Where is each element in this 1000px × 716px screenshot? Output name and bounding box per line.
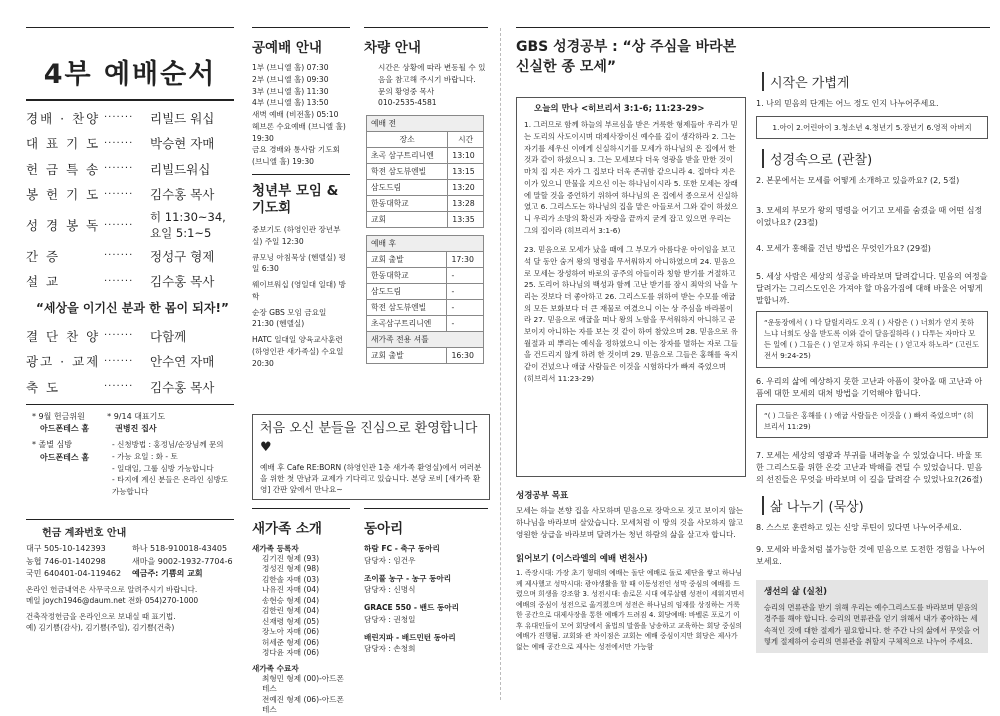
manna-box: 오늘의 만나 <히브리서 3:1-6; 11:23-29> 1. 그러므로 함께 하늘의 부르심을 받은 거룩한 형제들아 우리가 믿는 도리의 사도이시며 대제사장이신 예수를 깊이 생각하라 2. 그는 자기를 세우신 이에게 신실하시기를 모세가 하나님의 온 집에서 한 것과 같이 하셨으니 3. 그는 모세보다 더욱 영광을 받을 만한 것이 마치 집 지은 자가 그 집보다 더욱 존귀함 같으니라 4. 집마다 지은 이가 있으니 만물을 지으신 이는 하나님이시라 5. 또한 모세는 장래에 말할 것을 증언하기 위하여 하나님의 온 집에서 종으로서 신실하였고 6. 그리스도는 하나님의 집을 맡은 아들로서 그와 같이 하셨으니 우리가 소망의 확신과 자랑을 끝까지 굳게 잡고 있으면 우리는 그의 집이라 (히브리서 3:1-6) 23. 믿음으로 모세가 났을 때에 그 부모가 아름다운 아이임을 보고 석 달 동안 숨겨 왕의 명령을 무서워하지 아니하였으며 24. 믿음으로 모세는 장성하여 바로의 공주의 아들이라 칭함 받기를 거절하고 25. 도리어 하나님의 백성과 함께 고난 받기를 잠시 죄악의 낙을 누리는 것보다 더 좋아하고 26. 그리스도를 위하여 받는 수모를 애굽의 모든 보화보다 더 큰 재물로 여겼으니 이는 상 주심을 바라봄이라 27. 믿음으로 애굽을 떠나 왕의 노함을 무서워하지 아니하고 곧 보이지 아니하는 자를 보는 것 같이 하여 참았으며 28. 믿음으로 유월절과 피 뿌리는 예식을 정하였으니 이는 장자를 멸하는 자로 그들을 건드리지 않게 하려 한 것이며 29. 믿음으로 그들은 홍해를 육지 같이 건넜으나 애굽 사람들은 이것을 시험하다가 빠져 죽었으며 (히브리서 11:23-29) (516, 97, 746, 477)
divider (26, 27, 234, 28)
goal-title: 성경공부 목표 (516, 491, 569, 501)
sermon-title: “세상을 이기신 분과 한 몸이 되자!” (36, 301, 229, 315)
questions-column: 시작은 가볍게 1. 나의 믿음의 단계는 어느 정도 인지 나누어주세요. 1.아이 2.어린아이 3.청소년 4.청년기 5.장년기 6.영적 아버지 성경속으로 (관찰) 2. 본문에서는 모세를 어떻게 소개하고 있을까요? (2, 5절) 3. 모세의 부모가 왕의 명령을 어기고 모세를 숨겼을 때 어떤 심정이었나요? (23절) 4. 모세가 홍해를 건넌 방법은 무엇인가요? (29절) 5. 세상 사람은 세상의 성공을 바라보며 달려갑니다. 믿음의 여정을 달려가는 그리스도인은 가져야 할 마음가짐에 대해 바울은 어떻게 말합니까. “운동장에서 ( ) 다 달릴지라도 오직 ( ) 사람은 ( ) 너희가 얻지 못하느냐 너희도 상을 받도록 이와 같이 달음질하라 ( ) 다투는 자마다 모든 일에 ( ) 그들은 ( ) 얻고자 하되 우리는 ( ) 얻고자 하노라” (고린도전서 9:24-25) 6. 우리의 삶에 예상하지 못한 고난과 아픔이 찾아올 때 고난과 아픔에 대한 모세의 대처 방법을 기억해야 합니다. “( ) 그들은 홍해를 ( ) 애굽 사람들은 이것을 ( ) 빠져 죽었으며” (히브리서 11:29) 7. 모세는 세상의 영광과 부귀를 내려놓을 수 있었습니다. 바울 또한 그리스도를 위한 온갖 고난과 박해를 견딜 수 있었습니다. 믿음의 선진들은 무엇을 바라보며 이 길을 달려갈 수 있었나요?(26절) 삶 나누기 (묵상) 8. 스스로 훈련하고 있는 신앙 루틴이 있다면 나누어주세요. 9. 모세와 바울처럼 불가능한 것에 믿음으로 도전한 경험을 나누어 보세요. 생선의 삶 (실천) 승리의 면류관을 받기 위해 우리는 예수그리스도를 바라보며 믿음의 경주를 해야 합니다. 승리의 면류관을 얻기 위해서 내가 좋아하는 세속적인 것에 대한 절제가 필요합니다. 한 주간 나의 삶에서 무엇을 어떻게 절제하여 승리의 면류관을 취할지 구체적으로 나누어 주세요. (756, 0, 988, 710)
section-title: 공예배 안내 (252, 40, 322, 56)
notices: * 9월 헌금위원 아드폰테스 홈 * 9/14 대표기도 권병진 집사 (32, 411, 166, 433)
bank-title: 헌금 계좌번호 안내 (42, 528, 127, 540)
order-list: 경배 · 찬양 ······· 리빌드 워십 대 표 기 도 ······· 박승현 자매 헌 금 특 송 ······· 리빌드워십 봉 헌 기 도 ······· 김수홍 목사 성 경 봉 독 ······· 히 11:30~34, 요일 5:1~5 간 증 ······· 정성구 형제 설 교 ······· 김수홍 목사 “세상을 이기신 분과 한 몸이 되자!” 결 단 찬 양 ······· 다함께 광고 · 교제 ······· 안수연 자매 축 도 ······· 김수홍 목사 (26, 105, 234, 400)
transport-table-before: 예배 전 장소 시간 초곡 삼구트리니엔 13:10 학전 삼도뷰엔빌 13:15 삼도드림 13:20 한동대학교 13:28 교회 13:35 (366, 115, 484, 228)
divider (252, 27, 350, 28)
goal-text: 모세는 하늘 본향 집을 사모하며 믿음으로 장막으로 짓고 보이지 않는 하나님을 바라보며 살았습니다. 모세처럼 이 땅의 것을 사모하지 않고 영원한 상급을 바라보며 달려가는 청년 하람의 삶을 살고자 합니다. (516, 506, 744, 539)
divider (364, 27, 488, 28)
worship-list: 1부 (브니엘 홀) 07:30 2부 (브니엘 홀) 09:30 3부 (브니엘 홀) 11:30 4부 (브니엘 홀) 13:50 새벽 예배 (비전홀) 05:10 헤브론 수요예배 (브니엘 홀) 19:30 금요 경배와 통사람 기도회 (브니엘 홀) 19:30 (252, 63, 346, 167)
newcomer-list: 김기진 형제 (93) 정성진 형제 (98) 김한솔 자매 (03) 나유진 자매 (04) 송현승 형제 (04) 김한린 형제 (04) 신재령 형제 (05) 장노아 자매 (06) 허세준 형제 (06) 정다윤 자매 (06) (262, 554, 320, 658)
practice-box: 생선의 삶 (실천) 승리의 면류관을 받기 위해 우리는 예수그리스도를 바라보며 믿음의 경주를 해야 합니다. 승리의 면류관을 얻기 위해서 내가 좋아하는 세속적인 것에 대한 절제가 필요합니다. 한 주간 나의 삶에서 무엇을 어떻게 절제하여 승리의 면류관을 취할지 구체적으로 나누어 주세요. (756, 580, 988, 653)
divider (26, 404, 234, 405)
bank-note: 온라인 헌금내역은 사무국으로 알려주시기 바랍니다. 메일 joych1946@daum.net 전화 054)270-1000 건축작정헌금을 온라인으로 보내실 때 표기법. 예) 김기쁨(감사), 김기쁨(주일), 김기쁨(건축) (26, 584, 199, 633)
worship-order-column (26, 0, 234, 710)
youth-list: 중보기도 (하영인관 장년부실) 주일 12:30 큐모닝 아침묵상 (헨델실) 평일 6:30 웨이브워십 (영일대 일대) 방학 순장 GBS 모임 금요일 21:30 (헨델실) HATC 일대일 양육교사훈련 (하영인관 새가족실) 수요일 20:30 (252, 224, 346, 368)
divider (252, 174, 350, 175)
section-title: 삶 나누기 (묵상) (762, 496, 988, 515)
reading-title: 읽어보기 (이스라엘의 예배 변천사) (516, 554, 648, 565)
fill-blank-box: “( ) 그들은 홍해를 ( ) 애굽 사람들은 이것을 ( ) 빠져 죽었으며” (히브리서 11:29) (756, 404, 988, 438)
transport-info: 시간은 상황에 따라 변동될 수 있음을 참고해 주시기 바랍니다. 문의 황영중 목사 010-2535-4581 (378, 63, 486, 108)
reading-text: 1. 족장시대: 가장 초기 형태의 예배는 돌단 예배로 돌로 제단을 쌓고 하나님께 제사했고 성막시대: 광야생활을 할 때 이동성전인 성막 중심의 예배를 드렸으며 희생을 강조함 3. 성전시대: 솔로몬 시대 예루살렘 성전이 세워지면서 예배의 중심이 성전으로 옮겨졌으며 성전은 하나님의 임재를 상징하는 거룩한 공간으로 대제사장을 통한 예배가 드려짐 4. 회당예배: 바벨론 포로기 이후 유대인들이 모여 회당에서 율법의 말씀을 낭송하고 교육하는 회당 중심의 예배가 진행됨. 교회와 관 차이점은 교회는 예배 중심이지만 회당은 제사가 없는 예배 공간으로 제사는 성전에서만 가능함 (516, 569, 745, 651)
transport-table-after: 예배 후 교회 출발 17:30 한동대학교 - 삼도드림 - 학전 삼도뷰엔빌 - 초곡삼구트리니엔 - 새가족 전용 셔틀 교회 출발 16:30 (366, 235, 484, 364)
page-title: 4부 예배순서 (43, 59, 217, 90)
welcome-title: 처음 오신 분들을 진심으로 환영합니다 ♥ (260, 421, 478, 455)
bible-study-column (516, 0, 746, 710)
divider (26, 99, 234, 101)
study-title: GBS 성경공부 : “상 주심을 바라본 신실한 종 모세” (516, 39, 737, 75)
section-title: 청년부 모임 & 기도회 (252, 182, 339, 217)
section-title: 동아리 (364, 521, 404, 537)
faith-stage-box: 1.아이 2.어린아이 3.청소년 4.청년기 5.장년기 6.영적 아버지 (756, 116, 988, 139)
section-title: 성경속으로 (관찰) (762, 149, 988, 168)
fold-line (500, 28, 501, 700)
order-item: 경배 · 찬양 ······· 리빌드 워십 (26, 110, 215, 126)
visit-notice: * 졸별 심방 아드폰테스 홈 - 신청방법 : 홍정님/순장님께 문의 - 가능 요일 : 화 - 토 - 일대일, 그룹 심방 가능합니다 - 타지에 계신 분들은 온라인 심방도 가능합니다 (32, 440, 229, 496)
section-title: 차량 안내 (364, 40, 421, 56)
welcome-box (252, 414, 490, 500)
divider (26, 519, 234, 520)
bank-accounts: 대구 505-10-142393 하나 518-910018-43405 농협 746-01-140298 새마을 9002-1932-7704-6 국민 640401-04-119462 예금주: 기쁨의 교회 (26, 544, 233, 579)
newcomers-section: 새가족 소개 새가족 등록자 김기진 형제 (93) 정성진 형제 (98) 김한솔 자매 (03) 나유진 자매 (04) 송현승 형제 (04) 김한린 형제 (04) 신재령 형제 (05) 장노아 자매 (06) 허세준 형제 (06) 정다윤 자매 (06) 새가족 수료자 최형민 형제 (00)-아드폰테스 전예진 형제 (06)-아드폰테스 (252, 508, 350, 716)
section-title: 새가족 소개 (252, 521, 322, 537)
section-title: 시작은 가볍게 (762, 72, 988, 91)
clubs-section: 동아리 하람 FC - 축구 동아리 담당자 : 임건우 조이풀 농구 - 농구 동아리 담당자 : 신명식 GRACE 550 - 밴드 동아리 담당자 : 권청일 배린지파 - 배드민턴 동아리 담당자 : 손청희 (364, 508, 488, 655)
welcome-body: 예배 후 Cafe RE:BORN (하영인관 1층 새가족 환영실)에서 여러분을 위한 첫 만남과 교제가 기다리고 있습니다. 본당 로비 [새가족 환영] 간판 앞에서 만나요~ (260, 462, 482, 494)
fill-blank-box: “운동장에서 ( ) 다 달릴지라도 오직 ( ) 사람은 ( ) 너희가 얻지 못하느냐 너희도 상을 받도록 이와 같이 달음질하라 ( ) 다투는 자마다 모든 일에 ( ) 그들은 ( ) 얻고자 하되 우리는 ( ) 얻고자 하노라” (고린도전서 9:24-25) (756, 311, 988, 368)
